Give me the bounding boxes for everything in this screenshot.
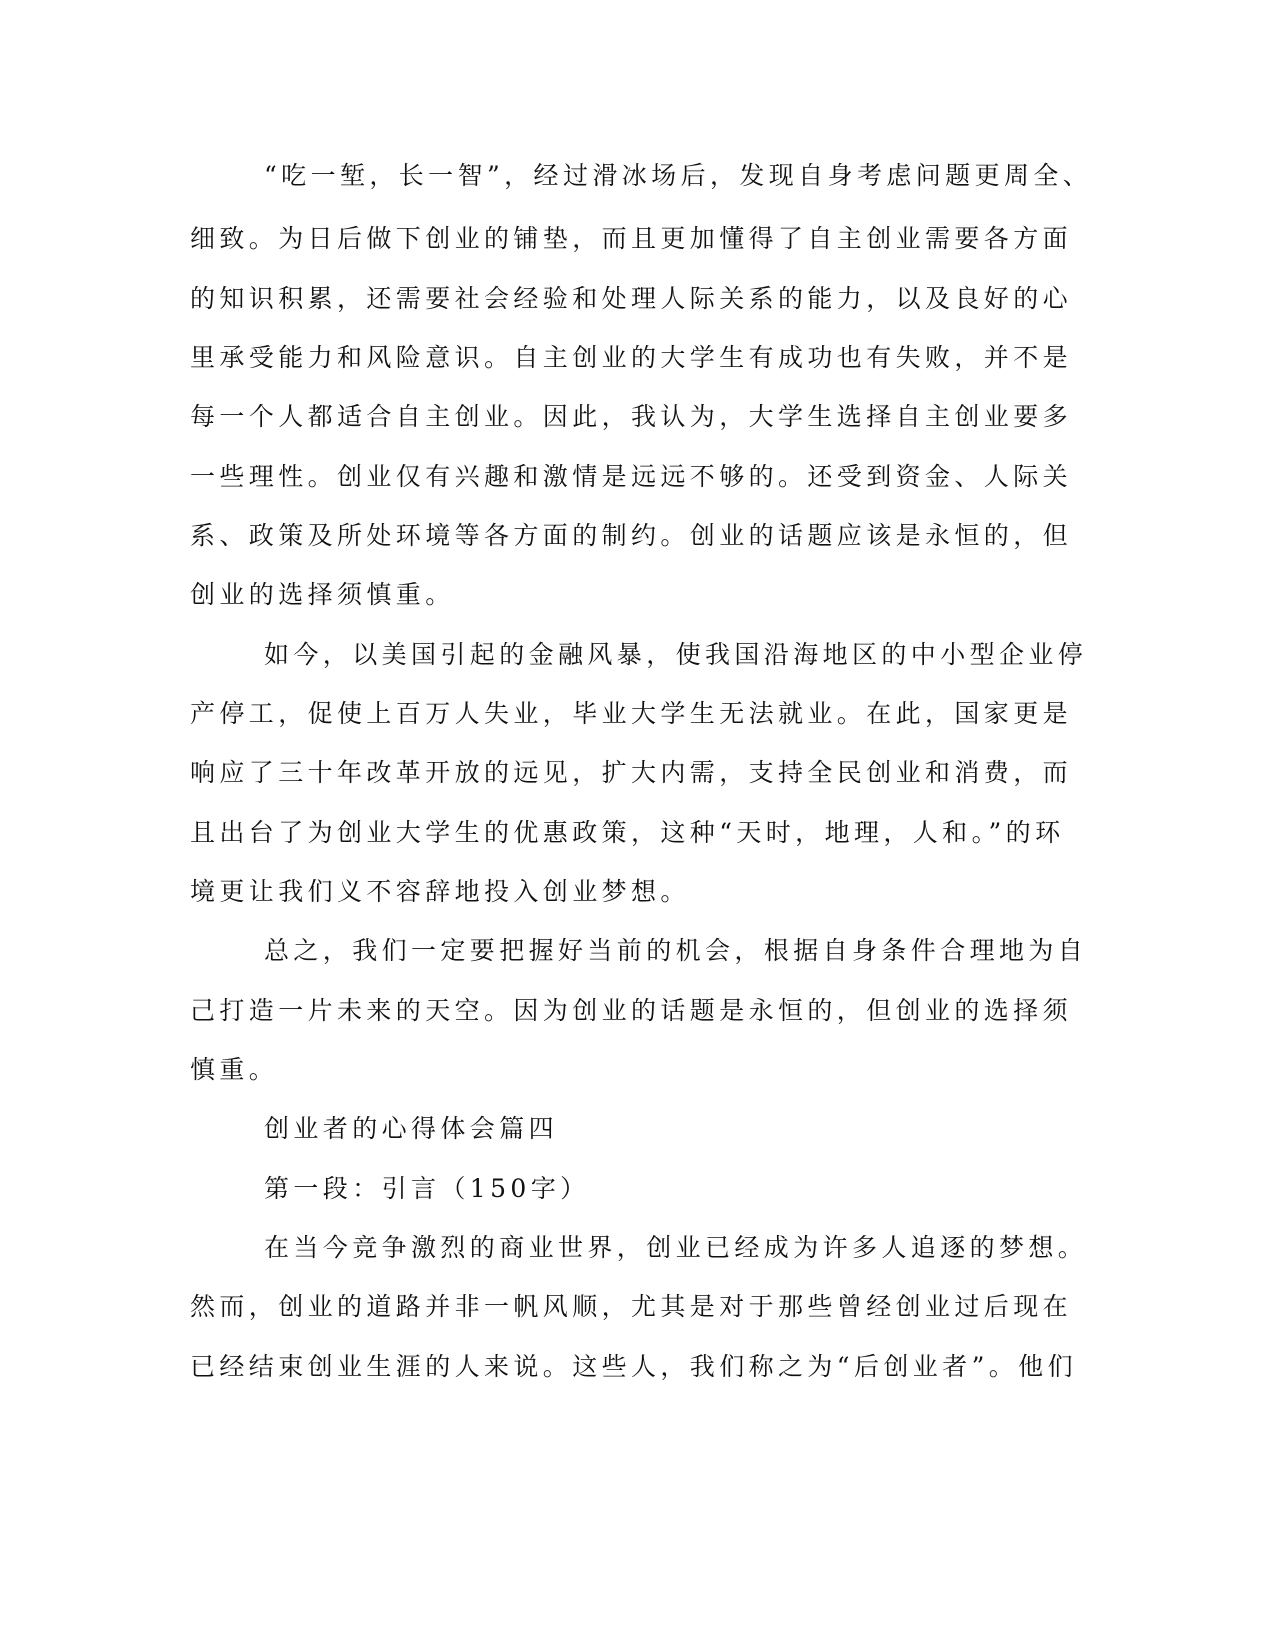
text-line: 一些理性。创业仅有兴趣和激情是远远不够的。还受到资金、人际关 xyxy=(190,462,1073,491)
text-line: 产停工，促使上百万人失业，毕业大学生无法就业。在此，国家更是 xyxy=(190,699,1073,728)
text-line: “吃一堑，长一智”，经过滑冰场后，发现自身考虑问题更周全、 xyxy=(264,161,1093,190)
text-line: 里承受能力和风险意识。自主创业的大学生有成功也有失败，并不是 xyxy=(190,343,1073,372)
text-line: 慎重。 xyxy=(190,1055,279,1084)
text-line: 已经结束创业生涯的人来说。这些人，我们称之为“后创业者”。他们 xyxy=(190,1352,1077,1381)
text-line: 响应了三十年改革开放的远见，扩大内需，支持全民创业和消费，而 xyxy=(190,758,1073,787)
text-line: 且出台了为创业大学生的优惠政策，这种“天时，地理，人和。”的环 xyxy=(190,818,1065,847)
text-line: 系、政策及所处环境等各方面的制约。创业的话题应该是永恒的，但 xyxy=(190,521,1073,550)
text-line: 在当今竞争激烈的商业世界，创业已经成为许多人追逐的梦想。 xyxy=(264,1233,1088,1262)
text-line: 细致。为日后做下创业的铺垫，而且更加懂得了自主创业需要各方面 xyxy=(190,224,1073,253)
text-line: 每一个人都适合自主创业。因此，我认为，大学生选择自主创业要多 xyxy=(190,402,1073,431)
text-line: 的知识积累，还需要社会经验和处理人际关系的能力，以及良好的心 xyxy=(190,284,1073,313)
text-line: 境更让我们义不容辞地投入创业梦想。 xyxy=(190,877,690,906)
text-line: 总之，我们一定要把握好当前的机会，根据自身条件合理地为自 xyxy=(264,936,1088,965)
text-line: 己打造一片未来的天空。因为创业的话题是永恒的，但创业的选择须 xyxy=(190,996,1073,1025)
section-heading: 创业者的心得体会篇四 xyxy=(264,1114,559,1143)
text-line: 然而，创业的道路并非一帆风顺，尤其是对于那些曾经创业过后现在 xyxy=(190,1292,1073,1321)
text-line: 如今，以美国引起的金融风暴，使我国沿海地区的中小型企业停 xyxy=(264,640,1088,669)
subsection-heading: 第一段：引言（150字） xyxy=(264,1174,590,1203)
text-line: 创业的选择须慎重。 xyxy=(190,580,455,609)
